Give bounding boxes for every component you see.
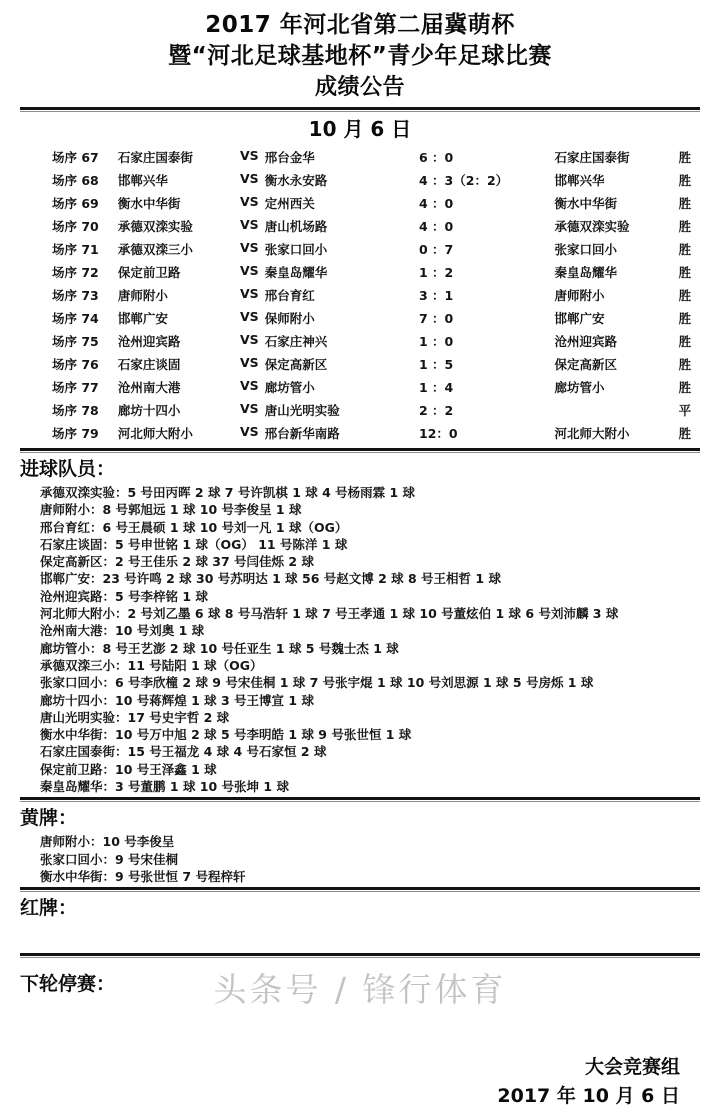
match-order: 场序 70 — [52, 218, 99, 234]
match-score: 0 ：7 — [419, 241, 454, 257]
home-team: 河北师大附小 — [117, 425, 193, 441]
issuing-organization: 大会竞赛组 — [584, 1056, 680, 1079]
vs-label: VS — [239, 170, 259, 186]
home-team: 衡水中华街 — [117, 195, 181, 211]
red-cards-empty-area — [0, 923, 720, 951]
list-item: 石家庄国泰街：15 号王福龙 4 球 4 号石家恒 2 球 — [40, 744, 327, 760]
result-mark: 胜 — [678, 379, 692, 395]
winner-team: 廊坊管小 — [554, 379, 605, 395]
match-date-heading: 10 月 6 日 — [308, 117, 412, 141]
home-team: 廊坊十四小 — [117, 402, 181, 418]
match-score: 4 ：0 — [419, 195, 454, 211]
table-row — [0, 329, 720, 352]
vs-label: VS — [239, 354, 259, 370]
table-row — [0, 145, 720, 168]
match-order: 场序 74 — [52, 310, 99, 326]
match-score: 7 ：0 — [419, 310, 454, 326]
match-score: 4 ：0 — [419, 218, 454, 234]
list-item: 张家口回小：9 号宋佳桐 — [40, 851, 179, 867]
result-mark: 胜 — [678, 287, 692, 303]
result-mark: 胜 — [678, 356, 692, 372]
table-row — [0, 375, 720, 398]
result-mark: 胜 — [678, 425, 692, 441]
match-order: 场序 69 — [52, 195, 99, 211]
title-line-3: 成绩公告 — [314, 75, 405, 100]
match-order: 场序 77 — [52, 379, 99, 395]
winner-team: 河北师大附小 — [554, 425, 630, 441]
suspensions-heading: 下轮停赛： — [20, 973, 116, 996]
away-team: 定州西关 — [264, 195, 315, 211]
list-item: 唐山光明实验：17 号史宇哲 2 球 — [40, 709, 230, 725]
winner-team: 唐师附小 — [554, 287, 605, 303]
list-item: 唐师附小：8 号郭旭远 1 球 10 号李俊呈 1 球 — [40, 502, 302, 518]
yellow-cards-list — [40, 833, 720, 885]
match-score: 1 ：2 — [419, 264, 454, 280]
list-item: 廊坊十四小：10 号蒋辉煌 1 球 3 号王博宣 1 球 — [40, 692, 314, 708]
winner-team: 衡水中华街 — [554, 195, 617, 211]
table-row — [0, 168, 720, 191]
list-item: 张家口回小：6 号李欣橦 2 球 9 号宋佳桐 1 球 7 号张宇焜 1 球 10 号刘思源 1 球 5 号房烁 1 球 — [40, 675, 594, 691]
away-team: 保师附小 — [264, 310, 315, 326]
away-team: 邢台育红 — [264, 287, 315, 303]
scorers-list — [40, 484, 720, 795]
result-mark: 胜 — [678, 195, 692, 211]
list-item: 河北师大附小：2 号刘乙墨 6 球 8 号马浩轩 1 球 7 号王孝通 1 球 10 号董炫伯 1 球 6 号刘沛麟 3 球 — [40, 606, 619, 622]
home-team: 唐师附小 — [117, 287, 168, 303]
winner-team: 承德双滦实验 — [554, 218, 630, 234]
table-row — [0, 283, 720, 306]
list-item: 唐师附小：10 号李俊呈 — [40, 834, 175, 850]
away-team: 石家庄神兴 — [264, 333, 328, 349]
result-mark: 胜 — [678, 149, 692, 165]
away-team: 秦皇岛耀华 — [264, 264, 328, 280]
signature-block — [0, 1053, 720, 1111]
away-team: 廊坊管小 — [264, 379, 315, 395]
away-team: 唐山机场路 — [264, 218, 328, 234]
list-item: 秦皇岛耀华：3 号董鹏 1 球 10 号张坤 1 球 — [40, 779, 289, 795]
winner-team: 邯郸兴华 — [554, 172, 605, 188]
match-score: 1 ：4 — [419, 379, 454, 395]
yellow-cards-heading: 黄牌： — [20, 807, 78, 830]
table-row — [0, 214, 720, 237]
divider-above-suspensions — [20, 953, 700, 958]
winner-team: 沧州迎宾路 — [554, 333, 617, 349]
match-order: 场序 73 — [52, 287, 99, 303]
home-team: 沧州南大港 — [117, 379, 181, 395]
match-score: 6 ：0 — [419, 149, 454, 165]
watermark-text: 头条号 / 锋行体育 — [213, 970, 507, 1009]
table-row — [0, 237, 720, 260]
vs-label: VS — [239, 239, 259, 255]
away-team: 邢台新华南路 — [264, 425, 340, 441]
vs-label: VS — [239, 400, 259, 416]
result-mark: 胜 — [678, 241, 692, 257]
home-team: 石家庄谈固 — [117, 356, 181, 372]
table-row — [0, 352, 720, 375]
match-order: 场序 75 — [52, 333, 99, 349]
scorers-heading: 进球队员： — [20, 458, 116, 480]
list-item: 衡水中华街：9 号张世恒 7 号程梓轩 — [40, 868, 246, 884]
match-score: 1 ：5 — [419, 356, 454, 372]
match-order: 场序 78 — [52, 402, 99, 418]
vs-label: VS — [239, 147, 259, 163]
suspensions-empty-area — [0, 999, 720, 1027]
table-row — [0, 191, 720, 214]
table-row — [0, 398, 720, 421]
home-team: 承德双滦实验 — [117, 218, 193, 234]
list-item: 沧州南大港：10 号刘奥 1 球 — [40, 623, 205, 639]
divider-above-scorers — [20, 448, 700, 453]
table-row — [0, 260, 720, 283]
result-mark: 平 — [678, 402, 692, 418]
result-mark: 胜 — [678, 264, 692, 280]
winner-team: 石家庄国泰街 — [554, 149, 630, 165]
home-team: 保定前卫路 — [117, 264, 181, 280]
title-line-1: 2017 年河北省第二届冀萌杯 — [205, 12, 515, 38]
match-score: 12：0 — [419, 425, 458, 441]
winner-team — [554, 398, 678, 421]
home-team: 石家庄国泰街 — [117, 149, 193, 165]
table-row — [0, 306, 720, 329]
results-table — [0, 145, 720, 444]
match-order: 场序 79 — [52, 425, 99, 441]
red-cards-heading: 红牌： — [20, 897, 78, 920]
document-title-block — [0, 0, 720, 103]
home-team: 沧州迎宾路 — [117, 333, 181, 349]
table-row — [0, 421, 720, 444]
match-score: 2 ：2 — [419, 402, 454, 418]
match-order: 场序 76 — [52, 356, 99, 372]
away-team: 唐山光明实验 — [264, 402, 340, 418]
away-team: 保定高新区 — [264, 356, 328, 372]
divider-above-yellow-cards — [20, 797, 700, 802]
vs-label: VS — [239, 377, 259, 393]
match-order: 场序 72 — [52, 264, 99, 280]
match-score: 4 ：3（2：2） — [419, 172, 509, 188]
winner-team: 保定高新区 — [554, 356, 617, 372]
vs-label: VS — [239, 216, 259, 232]
result-mark: 胜 — [678, 310, 692, 326]
home-team: 邯郸广安 — [117, 310, 168, 326]
vs-label: VS — [239, 262, 259, 278]
vs-label: VS — [239, 423, 259, 439]
title-line-2: 暨“河北足球基地杯”青少年足球比赛 — [168, 43, 552, 69]
list-item: 邢台育红：6 号王晨硕 1 球 10 号刘一凡 1 球（OG） — [40, 519, 348, 535]
list-item: 廊坊管小：8 号王艺澎 2 球 10 号任亚生 1 球 5 号魏士杰 1 球 — [40, 640, 399, 656]
match-order: 场序 68 — [52, 172, 99, 188]
result-mark: 胜 — [678, 218, 692, 234]
result-mark: 胜 — [678, 333, 692, 349]
match-order: 场序 67 — [52, 149, 99, 165]
divider-above-red-cards — [20, 887, 700, 892]
list-item: 石家庄谈固：5 号申世铭 1 球（OG） 11 号陈洋 1 球 — [40, 536, 348, 552]
list-item: 承德双滦实验：5 号田丙晖 2 球 7 号许凯棋 1 球 4 号杨雨霖 1 球 — [40, 485, 416, 500]
winner-team: 张家口回小 — [554, 241, 617, 257]
away-team: 张家口回小 — [264, 241, 328, 257]
away-team: 邢台金华 — [264, 149, 315, 165]
list-item: 保定前卫路：10 号王泽鑫 1 球 — [40, 761, 217, 777]
winner-team: 邯郸广安 — [554, 310, 605, 326]
match-score: 1 ：0 — [419, 333, 454, 349]
home-team: 承德双滦三小 — [117, 241, 193, 257]
vs-label: VS — [239, 193, 259, 209]
match-score: 3 ：1 — [419, 287, 454, 303]
vs-label: VS — [239, 331, 259, 347]
divider-under-title — [20, 107, 700, 112]
match-order: 场序 71 — [52, 241, 99, 257]
list-item: 衡水中华街：10 号万中旭 2 球 5 号李明皓 1 球 9 号张世恒 1 球 — [40, 727, 412, 743]
home-team: 邯郸兴华 — [117, 172, 168, 188]
vs-label: VS — [239, 308, 259, 324]
vs-label: VS — [239, 285, 259, 301]
issue-date: 2017 年 10 月 6 日 — [497, 1085, 680, 1108]
result-mark: 胜 — [678, 172, 692, 188]
list-item: 沧州迎宾路：5 号李梓铭 1 球 — [40, 588, 208, 604]
winner-team: 秦皇岛耀华 — [554, 264, 617, 280]
list-item: 邯郸广安：23 号许鸣 2 球 30 号苏明达 1 球 56 号赵文博 2 球 8 号王相哲 1 球 — [40, 571, 501, 587]
away-team: 衡水永安路 — [264, 172, 328, 188]
results-table-body — [0, 145, 720, 444]
list-item: 保定高新区：2 号王佳乐 2 球 37 号闫佳烁 2 球 — [40, 554, 314, 570]
list-item: 承德双滦三小：11 号陆阳 1 球（OG） — [40, 657, 263, 673]
